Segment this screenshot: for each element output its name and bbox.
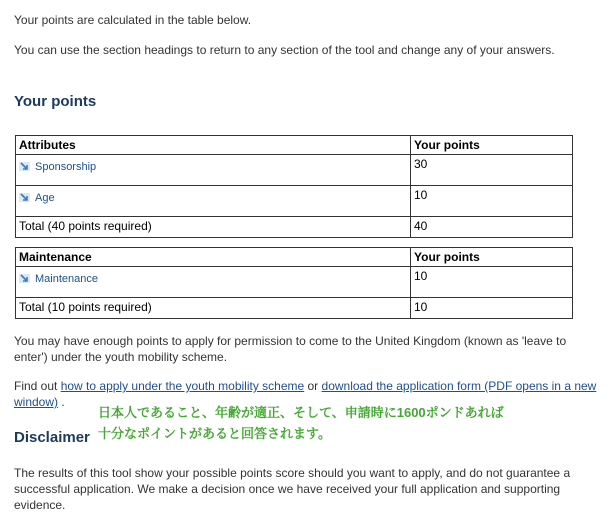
maintenance-total-points: 10 xyxy=(411,298,573,319)
eligibility-text: You may have enough points to apply for permission to come to the United Kingdom (known as 'leave to enter') under the youth mobility scheme. xyxy=(14,334,567,364)
sponsorship-section-link[interactable] xyxy=(16,155,411,186)
arrow-down-right-icon xyxy=(19,193,30,202)
arrow-down-right-icon xyxy=(19,162,30,171)
points-header: Your points xyxy=(411,248,573,267)
download-form-link[interactable]: download the application form (PDF opens in a new window) xyxy=(14,379,597,409)
maintenance-label: Maintenance xyxy=(35,273,98,285)
maintenance-table xyxy=(15,247,573,319)
table-row xyxy=(16,155,573,186)
annotation-line-2: 十分なポイントがあると回答されます。 xyxy=(98,426,331,441)
age-label: Age xyxy=(35,192,55,204)
points-header: Your points xyxy=(411,136,573,155)
age-points: 10 xyxy=(411,186,573,217)
find-out-suffix: . xyxy=(58,395,65,409)
sponsorship-points: 30 xyxy=(411,155,573,186)
maintenance-points: 10 xyxy=(411,267,573,298)
maintenance-header: Maintenance xyxy=(16,248,411,267)
annotation-overlay xyxy=(98,402,518,444)
find-out-prefix: Find out xyxy=(14,379,61,393)
maintenance-section-link[interactable] xyxy=(16,267,411,298)
disclaimer-text: The results of this tool show your possible points score should you want to apply, and do not guarantee a successful application. We make a decision once we have received your full application and supporting evidence. xyxy=(14,466,571,512)
maintenance-total-label: Total (10 points required) xyxy=(16,298,411,319)
attributes-total-label: Total (40 points required) xyxy=(16,217,411,238)
table-row xyxy=(16,186,573,217)
sponsorship-label: Sponsorship xyxy=(35,161,97,173)
your-points-heading: Your points xyxy=(14,93,97,110)
table-row xyxy=(16,217,573,238)
intro-text-2: You can use the section headings to return to any section of the tool and change any of your answers. xyxy=(14,43,555,57)
arrow-down-right-icon xyxy=(19,274,30,283)
table-row xyxy=(16,298,573,319)
age-section-link[interactable] xyxy=(16,186,411,217)
annotation-line-1: 日本人であること、年齢が適正、そして、申請時に1600ポンドあれば xyxy=(98,405,504,420)
attributes-total-points: 40 xyxy=(411,217,573,238)
attributes-header: Attributes xyxy=(16,136,411,155)
find-out-middle: or xyxy=(304,379,322,393)
intro-text-1: Your points are calculated in the table below. xyxy=(14,13,252,27)
table-row xyxy=(16,267,573,298)
attributes-table xyxy=(15,135,573,238)
disclaimer-heading: Disclaimer xyxy=(14,429,90,446)
how-to-apply-link[interactable]: how to apply under the youth mobility scheme xyxy=(60,379,305,393)
